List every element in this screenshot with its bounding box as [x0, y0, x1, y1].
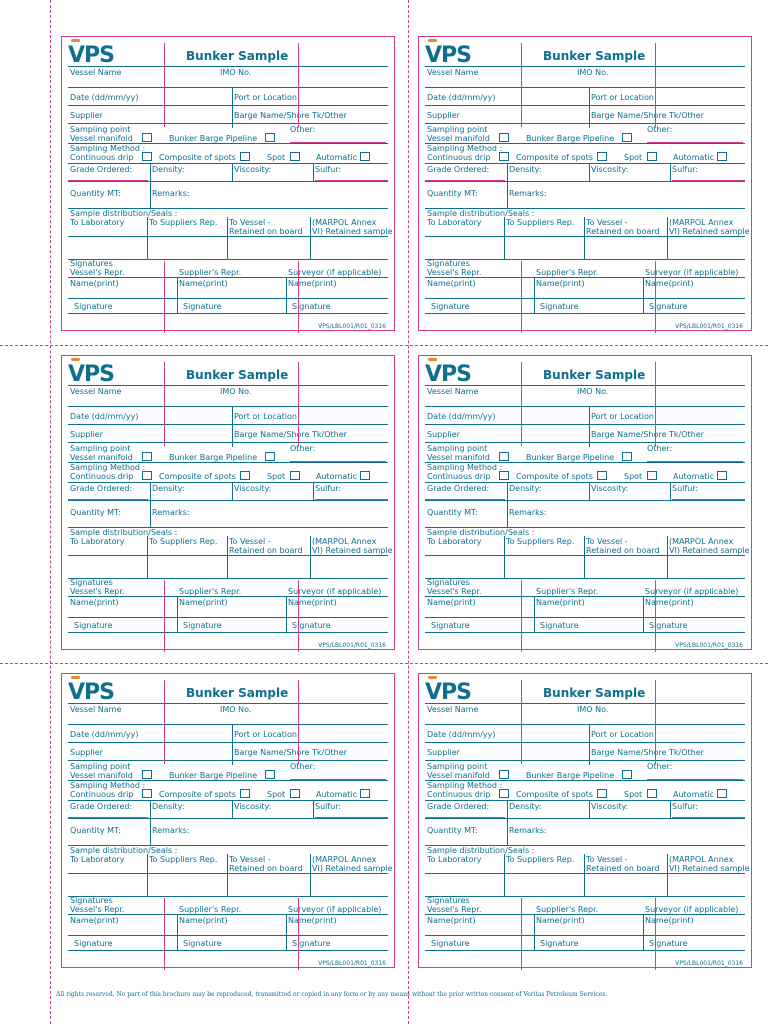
sulfur-label: Sulfur: — [672, 484, 699, 493]
imo-no-label: IMO No. — [220, 705, 252, 714]
to-supplier-label: To Suppliers Rep. — [149, 537, 218, 546]
to-lab-label: To Laboratory — [70, 855, 125, 864]
automatic-checkbox[interactable] — [360, 471, 370, 480]
supplier-repr-label: Supplier's Repr. — [179, 268, 242, 277]
distribution-label: Sample distribution/Seals : — [70, 528, 178, 537]
sampling-point-label: Sampling point — [70, 125, 131, 134]
supplier-name-print-label: Name(print) — [536, 598, 585, 607]
surveyor-signature-label: Signature — [649, 302, 688, 311]
density-label: Density: — [152, 484, 185, 493]
supplier-label: Supplier — [427, 430, 460, 439]
retained-label: Retained on board — [586, 227, 660, 236]
continuous-drip-checkbox[interactable] — [499, 152, 509, 161]
remarks-label: Remarks: — [509, 508, 547, 517]
bunker-barge-label: Bunker Barge Pipeline — [169, 771, 258, 780]
vessel-name-print-label: Name(print) — [427, 916, 476, 925]
distribution-label: Sample distribution/Seals : — [70, 846, 178, 855]
continuous-drip-checkbox[interactable] — [499, 471, 509, 480]
to-lab-label: To Laboratory — [427, 218, 482, 227]
vessel-name-label: Vessel Name — [427, 705, 479, 714]
vessel-name-print-label: Name(print) — [70, 598, 119, 607]
imo-no-label: IMO No. — [577, 68, 609, 77]
sampling-method-label: Sampling Method : — [70, 781, 146, 790]
surveyor-name-print-label: Name(print) — [645, 916, 694, 925]
label-title: Bunker Sample — [186, 49, 289, 63]
sampling-point-label: Sampling point — [427, 762, 488, 771]
imo-no-label: IMO No. — [220, 387, 252, 396]
supplier-name-print-label: Name(print) — [179, 598, 228, 607]
logo-text: VPS — [68, 43, 114, 68]
barge-label: Barge Name/Shore Tk/Other — [234, 748, 347, 757]
vessel-name-print-label: Name(print) — [70, 916, 119, 925]
marpol-sample-label: VI) Retained sample — [312, 227, 393, 236]
imo-no-label: IMO No. — [220, 68, 252, 77]
marpol-sample-label: VI) Retained sample — [312, 546, 393, 555]
continuous-drip-label: Continuous drip — [70, 790, 134, 799]
spot-label: Spot — [624, 790, 643, 799]
to-vessel-label: To Vessel - — [229, 537, 271, 546]
vessel-manifold-checkbox[interactable] — [499, 770, 509, 779]
marpol-label: (MARPOL Annex — [312, 537, 377, 546]
sampling-method-label: Sampling Method : — [427, 463, 503, 472]
copyright-footer: All rights reserved. No part of this brochure may be reproduced, transmitted or copied in any form or by any means without the prior written consent of Veritas Petroleum Services. — [56, 991, 608, 998]
barge-label: Barge Name/Shore Tk/Other — [234, 430, 347, 439]
automatic-label: Automatic — [316, 153, 358, 162]
continuous-drip-label: Continuous drip — [427, 790, 491, 799]
spot-label: Spot — [624, 153, 643, 162]
form-code: VPS/LBL001/R01_0316 — [675, 642, 743, 649]
automatic-label: Automatic — [316, 790, 358, 799]
bunker-barge-checkbox[interactable] — [265, 133, 275, 142]
automatic-label: Automatic — [316, 472, 358, 481]
supplier-name-print-label: Name(print) — [179, 916, 228, 925]
bunker-sample-label-1 — [61, 36, 395, 331]
bunker-barge-checkbox[interactable] — [622, 133, 632, 142]
bunker-barge-label: Bunker Barge Pipeline — [526, 453, 615, 462]
to-lab-label: To Laboratory — [427, 855, 482, 864]
to-lab-label: To Laboratory — [70, 537, 125, 546]
marpol-label: (MARPOL Annex — [312, 855, 377, 864]
surveyor-label: Surveyor (if applicable) — [645, 905, 739, 914]
form-code: VPS/LBL001/R01_0316 — [675, 323, 743, 330]
grade-label: Grade Ordered: — [427, 484, 490, 493]
composite-checkbox[interactable] — [240, 789, 250, 798]
date-label: Date (dd/mm/yy) — [70, 730, 139, 739]
bunker-sample-label-3 — [61, 355, 395, 650]
date-label: Date (dd/mm/yy) — [70, 93, 139, 102]
vessel-repr-label: Vessel's Repr. — [70, 268, 125, 277]
port-label: Port or Location — [234, 730, 297, 739]
surveyor-name-print-label: Name(print) — [288, 279, 337, 288]
port-label: Port or Location — [234, 93, 297, 102]
continuous-drip-checkbox[interactable] — [142, 789, 152, 798]
imo-no-label: IMO No. — [577, 705, 609, 714]
signatures-label: Signatures — [427, 896, 470, 905]
bunker-barge-checkbox[interactable] — [265, 770, 275, 779]
vessel-manifold-checkbox[interactable] — [499, 452, 509, 461]
vessel-signature-label: Signature — [74, 939, 113, 948]
surveyor-signature-label: Signature — [292, 939, 331, 948]
supplier-repr-label: Supplier's Repr. — [179, 587, 242, 596]
continuous-drip-checkbox[interactable] — [499, 789, 509, 798]
surveyor-name-print-label: Name(print) — [645, 598, 694, 607]
vessel-manifold-label: Vessel manifold — [70, 453, 133, 462]
supplier-name-print-label: Name(print) — [536, 916, 585, 925]
label-title: Bunker Sample — [186, 368, 289, 382]
continuous-drip-label: Continuous drip — [427, 472, 491, 481]
sampling-point-label: Sampling point — [427, 444, 488, 453]
quantity-label: Quantity MT: — [427, 189, 478, 198]
logo-text: VPS — [68, 680, 114, 705]
supplier-signature-label: Signature — [183, 939, 222, 948]
vessel-manifold-label: Vessel manifold — [427, 771, 490, 780]
imo-no-label: IMO No. — [577, 387, 609, 396]
form-code: VPS/LBL001/R01_0316 — [675, 960, 743, 967]
logo-text: VPS — [68, 362, 114, 387]
marpol-label: (MARPOL Annex — [669, 218, 734, 227]
cut-line-left — [50, 0, 51, 1024]
vessel-signature-label: Signature — [74, 302, 113, 311]
logo-text: VPS — [425, 362, 471, 387]
vps-logo — [68, 682, 114, 704]
vessel-manifold-label: Vessel manifold — [70, 134, 133, 143]
marpol-sample-label: VI) Retained sample — [669, 546, 750, 555]
vessel-signature-label: Signature — [431, 302, 470, 311]
vessel-repr-label: Vessel's Repr. — [427, 905, 482, 914]
sulfur-label: Sulfur: — [315, 484, 342, 493]
supplier-signature-label: Signature — [540, 302, 579, 311]
quantity-label: Quantity MT: — [70, 826, 121, 835]
automatic-checkbox[interactable] — [360, 789, 370, 798]
continuous-drip-label: Continuous drip — [70, 472, 134, 481]
vessel-manifold-label: Vessel manifold — [427, 134, 490, 143]
to-vessel-label: To Vessel - — [229, 218, 271, 227]
continuous-drip-label: Continuous drip — [427, 153, 491, 162]
composite-label: Composite of spots — [159, 790, 236, 799]
vessel-signature-label: Signature — [431, 621, 470, 630]
vps-logo — [68, 364, 114, 386]
density-label: Density: — [152, 165, 185, 174]
other-label: Other: — [290, 125, 316, 134]
viscosity-label: Viscosity: — [591, 165, 629, 174]
form-code: VPS/LBL001/R01_0316 — [318, 642, 386, 649]
viscosity-label: Viscosity: — [234, 802, 272, 811]
continuous-drip-checkbox[interactable] — [142, 152, 152, 161]
grade-label: Grade Ordered: — [70, 484, 133, 493]
automatic-label: Automatic — [673, 790, 715, 799]
automatic-checkbox[interactable] — [717, 152, 727, 161]
vessel-manifold-checkbox[interactable] — [142, 133, 152, 142]
vessel-repr-label: Vessel's Repr. — [427, 587, 482, 596]
sulfur-label: Sulfur: — [672, 802, 699, 811]
bunker-barge-checkbox[interactable] — [622, 770, 632, 779]
grade-label: Grade Ordered: — [427, 165, 490, 174]
viscosity-label: Viscosity: — [591, 802, 629, 811]
vessel-name-print-label: Name(print) — [427, 279, 476, 288]
spot-label: Spot — [267, 472, 286, 481]
automatic-label: Automatic — [673, 153, 715, 162]
vessel-signature-label: Signature — [431, 939, 470, 948]
sulfur-label: Sulfur: — [315, 165, 342, 174]
sampling-method-label: Sampling Method : — [70, 144, 146, 153]
sampling-point-label: Sampling point — [427, 125, 488, 134]
bunker-sample-label-5 — [61, 673, 395, 968]
grade-label: Grade Ordered: — [70, 165, 133, 174]
sampling-method-label: Sampling Method : — [427, 781, 503, 790]
retained-label: Retained on board — [229, 227, 303, 236]
vessel-name-label: Vessel Name — [427, 387, 479, 396]
vps-logo — [425, 364, 471, 386]
to-lab-label: To Laboratory — [70, 218, 125, 227]
supplier-repr-label: Supplier's Repr. — [536, 587, 599, 596]
barge-label: Barge Name/Shore Tk/Other — [591, 430, 704, 439]
vessel-manifold-checkbox[interactable] — [142, 770, 152, 779]
composite-checkbox[interactable] — [240, 471, 250, 480]
vessel-manifold-label: Vessel manifold — [70, 771, 133, 780]
composite-checkbox[interactable] — [597, 152, 607, 161]
surveyor-name-print-label: Name(print) — [288, 916, 337, 925]
surveyor-name-print-label: Name(print) — [288, 598, 337, 607]
sampling-method-label: Sampling Method : — [427, 144, 503, 153]
vessel-repr-label: Vessel's Repr. — [70, 905, 125, 914]
supplier-signature-label: Signature — [183, 621, 222, 630]
sampling-point-label: Sampling point — [70, 444, 131, 453]
cut-line-row-2 — [0, 663, 768, 664]
viscosity-label: Viscosity: — [591, 484, 629, 493]
supplier-name-print-label: Name(print) — [179, 279, 228, 288]
quantity-label: Quantity MT: — [70, 508, 121, 517]
port-label: Port or Location — [591, 730, 654, 739]
bunker-barge-label: Bunker Barge Pipeline — [169, 134, 258, 143]
to-vessel-label: To Vessel - — [586, 218, 628, 227]
supplier-label: Supplier — [427, 111, 460, 120]
signatures-label: Signatures — [427, 259, 470, 268]
date-label: Date (dd/mm/yy) — [427, 93, 496, 102]
sulfur-label: Sulfur: — [315, 802, 342, 811]
surveyor-signature-label: Signature — [649, 621, 688, 630]
marpol-sample-label: VI) Retained sample — [669, 864, 750, 873]
vessel-name-print-label: Name(print) — [70, 279, 119, 288]
remarks-label: Remarks: — [152, 508, 190, 517]
spot-checkbox[interactable] — [647, 471, 657, 480]
composite-label: Composite of spots — [159, 472, 236, 481]
signatures-label: Signatures — [70, 259, 113, 268]
sampling-point-label: Sampling point — [70, 762, 131, 771]
spot-label: Spot — [267, 790, 286, 799]
cut-line-center — [408, 0, 409, 1024]
retained-label: Retained on board — [229, 546, 303, 555]
density-label: Density: — [509, 484, 542, 493]
density-label: Density: — [152, 802, 185, 811]
other-label: Other: — [290, 444, 316, 453]
marpol-sample-label: VI) Retained sample — [312, 864, 393, 873]
retained-label: Retained on board — [229, 864, 303, 873]
other-label: Other: — [647, 762, 673, 771]
bunker-barge-checkbox[interactable] — [622, 452, 632, 461]
supplier-repr-label: Supplier's Repr. — [179, 905, 242, 914]
vessel-manifold-label: Vessel manifold — [427, 453, 490, 462]
vps-logo — [68, 45, 114, 67]
to-supplier-label: To Suppliers Rep. — [506, 218, 575, 227]
signatures-label: Signatures — [70, 896, 113, 905]
signatures-label: Signatures — [427, 578, 470, 587]
bunker-sample-label-2 — [418, 36, 752, 331]
other-label: Other: — [290, 762, 316, 771]
spot-checkbox[interactable] — [290, 471, 300, 480]
automatic-checkbox[interactable] — [360, 152, 370, 161]
logo-text: VPS — [425, 680, 471, 705]
automatic-checkbox[interactable] — [717, 471, 727, 480]
retained-label: Retained on board — [586, 546, 660, 555]
to-supplier-label: To Suppliers Rep. — [149, 855, 218, 864]
surveyor-name-print-label: Name(print) — [645, 279, 694, 288]
bunker-barge-label: Bunker Barge Pipeline — [526, 771, 615, 780]
supplier-label: Supplier — [70, 748, 103, 757]
spot-checkbox[interactable] — [647, 789, 657, 798]
vessel-repr-label: Vessel's Repr. — [427, 268, 482, 277]
to-vessel-label: To Vessel - — [586, 537, 628, 546]
logo-text: VPS — [425, 43, 471, 68]
bunker-barge-label: Bunker Barge Pipeline — [169, 453, 258, 462]
barge-label: Barge Name/Shore Tk/Other — [234, 111, 347, 120]
marpol-label: (MARPOL Annex — [312, 218, 377, 227]
surveyor-label: Surveyor (if applicable) — [288, 268, 382, 277]
composite-checkbox[interactable] — [597, 471, 607, 480]
vessel-name-label: Vessel Name — [70, 705, 122, 714]
marpol-label: (MARPOL Annex — [669, 537, 734, 546]
date-label: Date (dd/mm/yy) — [427, 412, 496, 421]
supplier-signature-label: Signature — [183, 302, 222, 311]
remarks-label: Remarks: — [152, 826, 190, 835]
vessel-repr-label: Vessel's Repr. — [70, 587, 125, 596]
distribution-label: Sample distribution/Seals : — [427, 528, 535, 537]
supplier-signature-label: Signature — [540, 939, 579, 948]
vps-logo — [425, 682, 471, 704]
surveyor-label: Surveyor (if applicable) — [288, 905, 382, 914]
label-title: Bunker Sample — [543, 49, 646, 63]
to-lab-label: To Laboratory — [427, 537, 482, 546]
vessel-manifold-checkbox[interactable] — [142, 452, 152, 461]
vessel-name-label: Vessel Name — [70, 68, 122, 77]
vps-logo — [425, 45, 471, 67]
marpol-label: (MARPOL Annex — [669, 855, 734, 864]
cut-line-row-1 — [0, 345, 768, 346]
to-supplier-label: To Suppliers Rep. — [506, 537, 575, 546]
surveyor-signature-label: Signature — [292, 302, 331, 311]
spot-label: Spot — [624, 472, 643, 481]
sampling-method-label: Sampling Method : — [70, 463, 146, 472]
spot-checkbox[interactable] — [290, 789, 300, 798]
to-supplier-label: To Suppliers Rep. — [149, 218, 218, 227]
remarks-label: Remarks: — [152, 189, 190, 198]
supplier-repr-label: Supplier's Repr. — [536, 268, 599, 277]
continuous-drip-checkbox[interactable] — [142, 471, 152, 480]
label-title: Bunker Sample — [543, 368, 646, 382]
label-title: Bunker Sample — [186, 686, 289, 700]
composite-label: Composite of spots — [516, 790, 593, 799]
supplier-signature-label: Signature — [540, 621, 579, 630]
form-code: VPS/LBL001/R01_0316 — [318, 323, 386, 330]
automatic-label: Automatic — [673, 472, 715, 481]
spot-checkbox[interactable] — [647, 152, 657, 161]
bunker-barge-checkbox[interactable] — [265, 452, 275, 461]
remarks-label: Remarks: — [509, 189, 547, 198]
quantity-label: Quantity MT: — [70, 189, 121, 198]
retained-label: Retained on board — [586, 864, 660, 873]
barge-label: Barge Name/Shore Tk/Other — [591, 748, 704, 757]
surveyor-signature-label: Signature — [292, 621, 331, 630]
remarks-label: Remarks: — [509, 826, 547, 835]
composite-label: Composite of spots — [516, 472, 593, 481]
distribution-label: Sample distribution/Seals : — [70, 209, 178, 218]
grade-label: Grade Ordered: — [427, 802, 490, 811]
port-label: Port or Location — [591, 93, 654, 102]
date-label: Date (dd/mm/yy) — [70, 412, 139, 421]
composite-checkbox[interactable] — [597, 789, 607, 798]
surveyor-label: Surveyor (if applicable) — [645, 268, 739, 277]
vessel-signature-label: Signature — [74, 621, 113, 630]
viscosity-label: Viscosity: — [234, 165, 272, 174]
label-title: Bunker Sample — [543, 686, 646, 700]
density-label: Density: — [509, 802, 542, 811]
composite-label: Composite of spots — [516, 153, 593, 162]
other-label: Other: — [647, 444, 673, 453]
supplier-label: Supplier — [70, 430, 103, 439]
port-label: Port or Location — [234, 412, 297, 421]
quantity-label: Quantity MT: — [427, 508, 478, 517]
bunker-barge-label: Bunker Barge Pipeline — [526, 134, 615, 143]
composite-label: Composite of spots — [159, 153, 236, 162]
other-label: Other: — [647, 125, 673, 134]
date-label: Date (dd/mm/yy) — [427, 730, 496, 739]
spot-label: Spot — [267, 153, 286, 162]
supplier-label: Supplier — [70, 111, 103, 120]
barge-label: Barge Name/Shore Tk/Other — [591, 111, 704, 120]
sulfur-label: Sulfur: — [672, 165, 699, 174]
surveyor-signature-label: Signature — [649, 939, 688, 948]
surveyor-label: Surveyor (if applicable) — [645, 587, 739, 596]
to-vessel-label: To Vessel - — [586, 855, 628, 864]
bunker-sample-label-6 — [418, 673, 752, 968]
viscosity-label: Viscosity: — [234, 484, 272, 493]
spot-checkbox[interactable] — [290, 152, 300, 161]
distribution-label: Sample distribution/Seals : — [427, 209, 535, 218]
to-vessel-label: To Vessel - — [229, 855, 271, 864]
continuous-drip-label: Continuous drip — [70, 153, 134, 162]
distribution-label: Sample distribution/Seals : — [427, 846, 535, 855]
form-code: VPS/LBL001/R01_0316 — [318, 960, 386, 967]
signatures-label: Signatures — [70, 578, 113, 587]
quantity-label: Quantity MT: — [427, 826, 478, 835]
density-label: Density: — [509, 165, 542, 174]
grade-label: Grade Ordered: — [70, 802, 133, 811]
port-label: Port or Location — [591, 412, 654, 421]
bunker-sample-label-4 — [418, 355, 752, 650]
vessel-name-print-label: Name(print) — [427, 598, 476, 607]
composite-checkbox[interactable] — [240, 152, 250, 161]
vessel-manifold-checkbox[interactable] — [499, 133, 509, 142]
supplier-label: Supplier — [427, 748, 460, 757]
marpol-sample-label: VI) Retained sample — [669, 227, 750, 236]
surveyor-label: Surveyor (if applicable) — [288, 587, 382, 596]
supplier-repr-label: Supplier's Repr. — [536, 905, 599, 914]
vessel-name-label: Vessel Name — [427, 68, 479, 77]
vessel-name-label: Vessel Name — [70, 387, 122, 396]
automatic-checkbox[interactable] — [717, 789, 727, 798]
to-supplier-label: To Suppliers Rep. — [506, 855, 575, 864]
supplier-name-print-label: Name(print) — [536, 279, 585, 288]
